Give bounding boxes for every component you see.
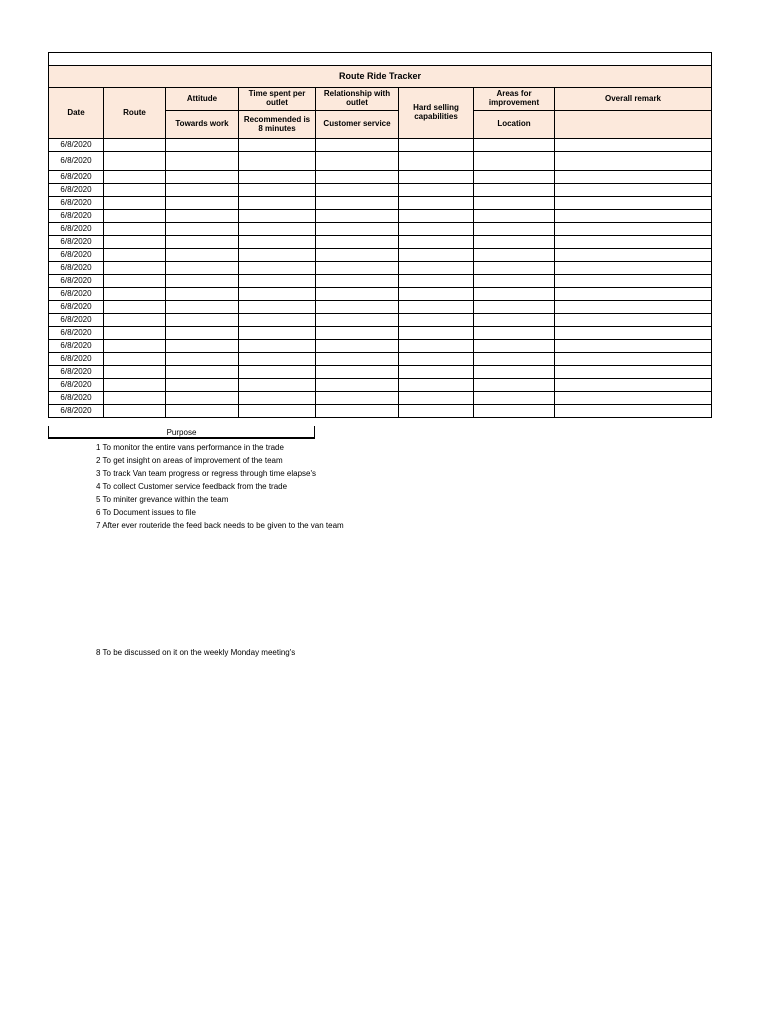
date-cell[interactable]: 6/8/2020	[49, 197, 104, 210]
empty-cell[interactable]	[399, 152, 474, 171]
empty-cell[interactable]	[316, 197, 399, 210]
empty-cell[interactable]	[239, 288, 316, 301]
empty-cell[interactable]	[104, 301, 166, 314]
empty-cell[interactable]	[316, 288, 399, 301]
table-row	[49, 314, 712, 327]
table-row	[49, 301, 712, 314]
empty-cell[interactable]	[399, 275, 474, 288]
empty-cell[interactable]	[104, 139, 166, 152]
sheet-title: Route Ride Tracker	[49, 66, 712, 88]
empty-cell[interactable]	[104, 262, 166, 275]
header-areas: Areas for improvement	[474, 88, 555, 111]
header-route: Route	[104, 88, 166, 139]
empty-cell[interactable]	[555, 314, 712, 327]
header-time-spent-sub: Recommended is 8 minutes	[239, 111, 316, 139]
table-row	[49, 223, 712, 236]
header-time-spent: Time spent per outlet	[239, 88, 316, 111]
empty-cell[interactable]	[474, 353, 555, 366]
empty-cell[interactable]	[104, 275, 166, 288]
empty-cell[interactable]	[316, 139, 399, 152]
table-row	[49, 392, 712, 405]
empty-cell[interactable]	[104, 353, 166, 366]
table-row	[49, 366, 712, 379]
table-row	[49, 353, 712, 366]
purpose-item: 4 To collect Customer service feedback from the trade	[96, 482, 288, 491]
empty-cell[interactable]	[104, 210, 166, 223]
empty-cell[interactable]	[399, 139, 474, 152]
empty-cell[interactable]	[399, 197, 474, 210]
table-row	[49, 249, 712, 262]
empty-cell[interactable]	[474, 210, 555, 223]
empty-cell[interactable]	[316, 353, 399, 366]
empty-cell[interactable]	[316, 314, 399, 327]
date-cell[interactable]: 6/8/2020	[49, 249, 104, 262]
empty-cell[interactable]	[399, 171, 474, 184]
empty-cell[interactable]	[166, 139, 239, 152]
empty-cell[interactable]	[316, 327, 399, 340]
empty-cell[interactable]	[104, 171, 166, 184]
header-relationship: Relationship with outlet	[316, 88, 399, 111]
table-row	[49, 275, 712, 288]
date-cell[interactable]: 6/8/2020	[49, 152, 104, 171]
empty-cell[interactable]	[104, 223, 166, 236]
empty-cell[interactable]	[104, 379, 166, 392]
empty-cell[interactable]	[555, 392, 712, 405]
empty-cell[interactable]	[316, 249, 399, 262]
empty-cell[interactable]	[166, 262, 239, 275]
empty-cell[interactable]	[555, 171, 712, 184]
table-row	[49, 379, 712, 392]
empty-cell[interactable]	[316, 379, 399, 392]
purpose-item: 1 To monitor the entire vans performance in the trade	[96, 443, 284, 452]
empty-cell[interactable]	[474, 236, 555, 249]
table-row	[49, 288, 712, 301]
empty-cell[interactable]	[555, 405, 712, 418]
table-row	[49, 210, 712, 223]
empty-cell[interactable]	[555, 353, 712, 366]
date-cell[interactable]: 6/8/2020	[49, 392, 104, 405]
empty-cell[interactable]	[316, 392, 399, 405]
purpose-label: Purpose	[48, 426, 315, 439]
table-row	[49, 327, 712, 340]
empty-cell[interactable]	[474, 184, 555, 197]
date-cell[interactable]: 6/8/2020	[49, 210, 104, 223]
empty-cell[interactable]	[239, 379, 316, 392]
empty-cell[interactable]	[166, 379, 239, 392]
empty-cell[interactable]	[474, 171, 555, 184]
empty-cell[interactable]	[166, 171, 239, 184]
empty-cell[interactable]	[399, 340, 474, 353]
empty-cell[interactable]	[166, 275, 239, 288]
empty-cell[interactable]	[104, 340, 166, 353]
empty-cell[interactable]	[239, 405, 316, 418]
empty-cell[interactable]	[474, 262, 555, 275]
empty-cell[interactable]	[239, 210, 316, 223]
table-row	[49, 184, 712, 197]
empty-cell[interactable]	[399, 288, 474, 301]
empty-cell[interactable]	[166, 340, 239, 353]
empty-cell[interactable]	[239, 275, 316, 288]
empty-cell[interactable]	[555, 327, 712, 340]
purpose-item: 3 To track Van team progress or regress through time elapse's	[96, 469, 317, 478]
empty-cell[interactable]	[474, 197, 555, 210]
empty-cell[interactable]	[166, 184, 239, 197]
purpose-item: 5 To miniter grevance within the team	[96, 495, 229, 504]
header-overall-sub	[555, 111, 712, 139]
header-areas-sub: Location	[474, 111, 555, 139]
empty-cell[interactable]	[555, 236, 712, 249]
empty-cell[interactable]	[399, 236, 474, 249]
blank-top-row	[49, 53, 712, 66]
date-cell[interactable]: 6/8/2020	[49, 366, 104, 379]
empty-cell[interactable]	[474, 340, 555, 353]
empty-cell[interactable]	[104, 405, 166, 418]
empty-cell[interactable]	[239, 314, 316, 327]
header-attitude: Attitude	[166, 88, 239, 111]
empty-cell[interactable]	[239, 139, 316, 152]
empty-cell[interactable]	[239, 249, 316, 262]
empty-cell[interactable]	[555, 210, 712, 223]
empty-cell[interactable]	[104, 249, 166, 262]
empty-cell[interactable]	[239, 152, 316, 171]
date-cell[interactable]: 6/8/2020	[49, 314, 104, 327]
empty-cell[interactable]	[239, 340, 316, 353]
empty-cell[interactable]	[166, 353, 239, 366]
date-cell[interactable]: 6/8/2020	[49, 327, 104, 340]
empty-cell[interactable]	[239, 184, 316, 197]
empty-cell[interactable]	[239, 327, 316, 340]
empty-cell[interactable]	[555, 366, 712, 379]
empty-cell[interactable]	[474, 152, 555, 171]
route-ride-tracker-table	[48, 52, 712, 418]
empty-cell[interactable]	[104, 288, 166, 301]
empty-cell[interactable]	[239, 366, 316, 379]
empty-cell[interactable]	[474, 249, 555, 262]
empty-cell[interactable]	[166, 327, 239, 340]
date-cell[interactable]: 6/8/2020	[49, 405, 104, 418]
table-row	[49, 340, 712, 353]
empty-cell[interactable]	[399, 327, 474, 340]
empty-cell[interactable]	[166, 197, 239, 210]
empty-cell[interactable]	[239, 353, 316, 366]
empty-cell[interactable]	[555, 152, 712, 171]
empty-cell[interactable]	[316, 275, 399, 288]
empty-cell[interactable]	[239, 223, 316, 236]
empty-cell[interactable]	[399, 223, 474, 236]
date-cell[interactable]: 6/8/2020	[49, 223, 104, 236]
empty-cell[interactable]	[239, 197, 316, 210]
empty-cell[interactable]	[474, 405, 555, 418]
empty-cell[interactable]	[474, 139, 555, 152]
header-attitude-sub: Towards work	[166, 111, 239, 139]
empty-cell[interactable]	[104, 184, 166, 197]
empty-cell[interactable]	[474, 392, 555, 405]
date-cell[interactable]: 6/8/2020	[49, 288, 104, 301]
date-cell[interactable]: 6/8/2020	[49, 379, 104, 392]
date-cell[interactable]: 6/8/2020	[49, 236, 104, 249]
empty-cell[interactable]	[399, 366, 474, 379]
empty-cell[interactable]	[399, 353, 474, 366]
empty-cell[interactable]	[316, 223, 399, 236]
header-relationship-sub: Customer service	[316, 111, 399, 139]
empty-cell[interactable]	[555, 262, 712, 275]
empty-cell[interactable]	[474, 327, 555, 340]
date-cell[interactable]: 6/8/2020	[49, 139, 104, 152]
empty-cell[interactable]	[399, 301, 474, 314]
empty-cell[interactable]	[316, 236, 399, 249]
empty-cell[interactable]	[166, 152, 239, 171]
empty-cell[interactable]	[474, 275, 555, 288]
table-row	[49, 405, 712, 418]
date-cell[interactable]: 6/8/2020	[49, 262, 104, 275]
empty-cell[interactable]	[239, 262, 316, 275]
empty-cell[interactable]	[399, 379, 474, 392]
empty-cell[interactable]	[104, 152, 166, 171]
empty-cell[interactable]	[555, 340, 712, 353]
table-row	[49, 262, 712, 275]
date-cell[interactable]: 6/8/2020	[49, 353, 104, 366]
empty-cell[interactable]	[166, 288, 239, 301]
empty-cell[interactable]	[104, 197, 166, 210]
empty-cell[interactable]	[104, 392, 166, 405]
empty-cell[interactable]	[166, 249, 239, 262]
purpose-list	[96, 441, 344, 532]
empty-cell[interactable]	[555, 197, 712, 210]
purpose-item: 8 To be discussed on it on the weekly Monday meeting's	[96, 648, 296, 657]
empty-cell[interactable]	[399, 314, 474, 327]
empty-cell[interactable]	[474, 223, 555, 236]
empty-cell[interactable]	[239, 392, 316, 405]
empty-cell[interactable]	[239, 301, 316, 314]
table-row	[49, 152, 712, 171]
table-row	[49, 197, 712, 210]
empty-cell[interactable]	[316, 210, 399, 223]
empty-cell[interactable]	[104, 327, 166, 340]
header-date: Date	[49, 88, 104, 139]
date-cell[interactable]: 6/8/2020	[49, 184, 104, 197]
empty-cell[interactable]	[316, 152, 399, 171]
empty-cell[interactable]	[399, 210, 474, 223]
empty-cell[interactable]	[166, 301, 239, 314]
empty-cell[interactable]	[316, 340, 399, 353]
empty-cell[interactable]	[555, 275, 712, 288]
empty-cell[interactable]	[239, 236, 316, 249]
empty-cell[interactable]	[399, 262, 474, 275]
empty-cell[interactable]	[474, 379, 555, 392]
empty-cell[interactable]	[474, 366, 555, 379]
empty-cell[interactable]	[555, 223, 712, 236]
purpose-item: 2 To get insight on areas of improvement of the team	[96, 456, 283, 465]
empty-cell[interactable]	[399, 184, 474, 197]
empty-cell[interactable]	[104, 314, 166, 327]
date-cell[interactable]: 6/8/2020	[49, 340, 104, 353]
empty-cell[interactable]	[316, 262, 399, 275]
empty-cell[interactable]	[166, 223, 239, 236]
empty-cell[interactable]	[555, 301, 712, 314]
empty-cell[interactable]	[399, 405, 474, 418]
date-cell[interactable]: 6/8/2020	[49, 301, 104, 314]
empty-cell[interactable]	[399, 249, 474, 262]
empty-cell[interactable]	[166, 314, 239, 327]
table-row	[49, 171, 712, 184]
empty-cell[interactable]	[474, 288, 555, 301]
empty-cell[interactable]	[555, 288, 712, 301]
empty-cell[interactable]	[166, 236, 239, 249]
date-cell[interactable]: 6/8/2020	[49, 275, 104, 288]
empty-cell[interactable]	[399, 392, 474, 405]
empty-cell[interactable]	[316, 184, 399, 197]
empty-cell[interactable]	[104, 366, 166, 379]
empty-cell[interactable]	[316, 301, 399, 314]
empty-cell[interactable]	[555, 379, 712, 392]
table-row	[49, 236, 712, 249]
empty-cell[interactable]	[555, 184, 712, 197]
empty-cell[interactable]	[555, 139, 712, 152]
empty-cell[interactable]	[316, 366, 399, 379]
empty-cell[interactable]	[166, 366, 239, 379]
empty-cell[interactable]	[166, 210, 239, 223]
header-overall: Overall remark	[555, 88, 712, 111]
purpose-item: 6 To Document issues to file	[96, 508, 196, 517]
empty-cell[interactable]	[474, 301, 555, 314]
purpose-item: 7 After ever routeride the feed back needs to be given to the van team	[96, 521, 344, 530]
empty-cell[interactable]	[555, 249, 712, 262]
empty-cell[interactable]	[316, 405, 399, 418]
empty-cell[interactable]	[474, 314, 555, 327]
empty-cell[interactable]	[316, 171, 399, 184]
empty-cell[interactable]	[166, 392, 239, 405]
empty-cell[interactable]	[166, 405, 239, 418]
empty-cell[interactable]	[104, 236, 166, 249]
empty-cell[interactable]	[239, 171, 316, 184]
header-hard-selling: Hard selling capabilities	[399, 88, 474, 139]
date-cell[interactable]: 6/8/2020	[49, 171, 104, 184]
table-row	[49, 139, 712, 152]
